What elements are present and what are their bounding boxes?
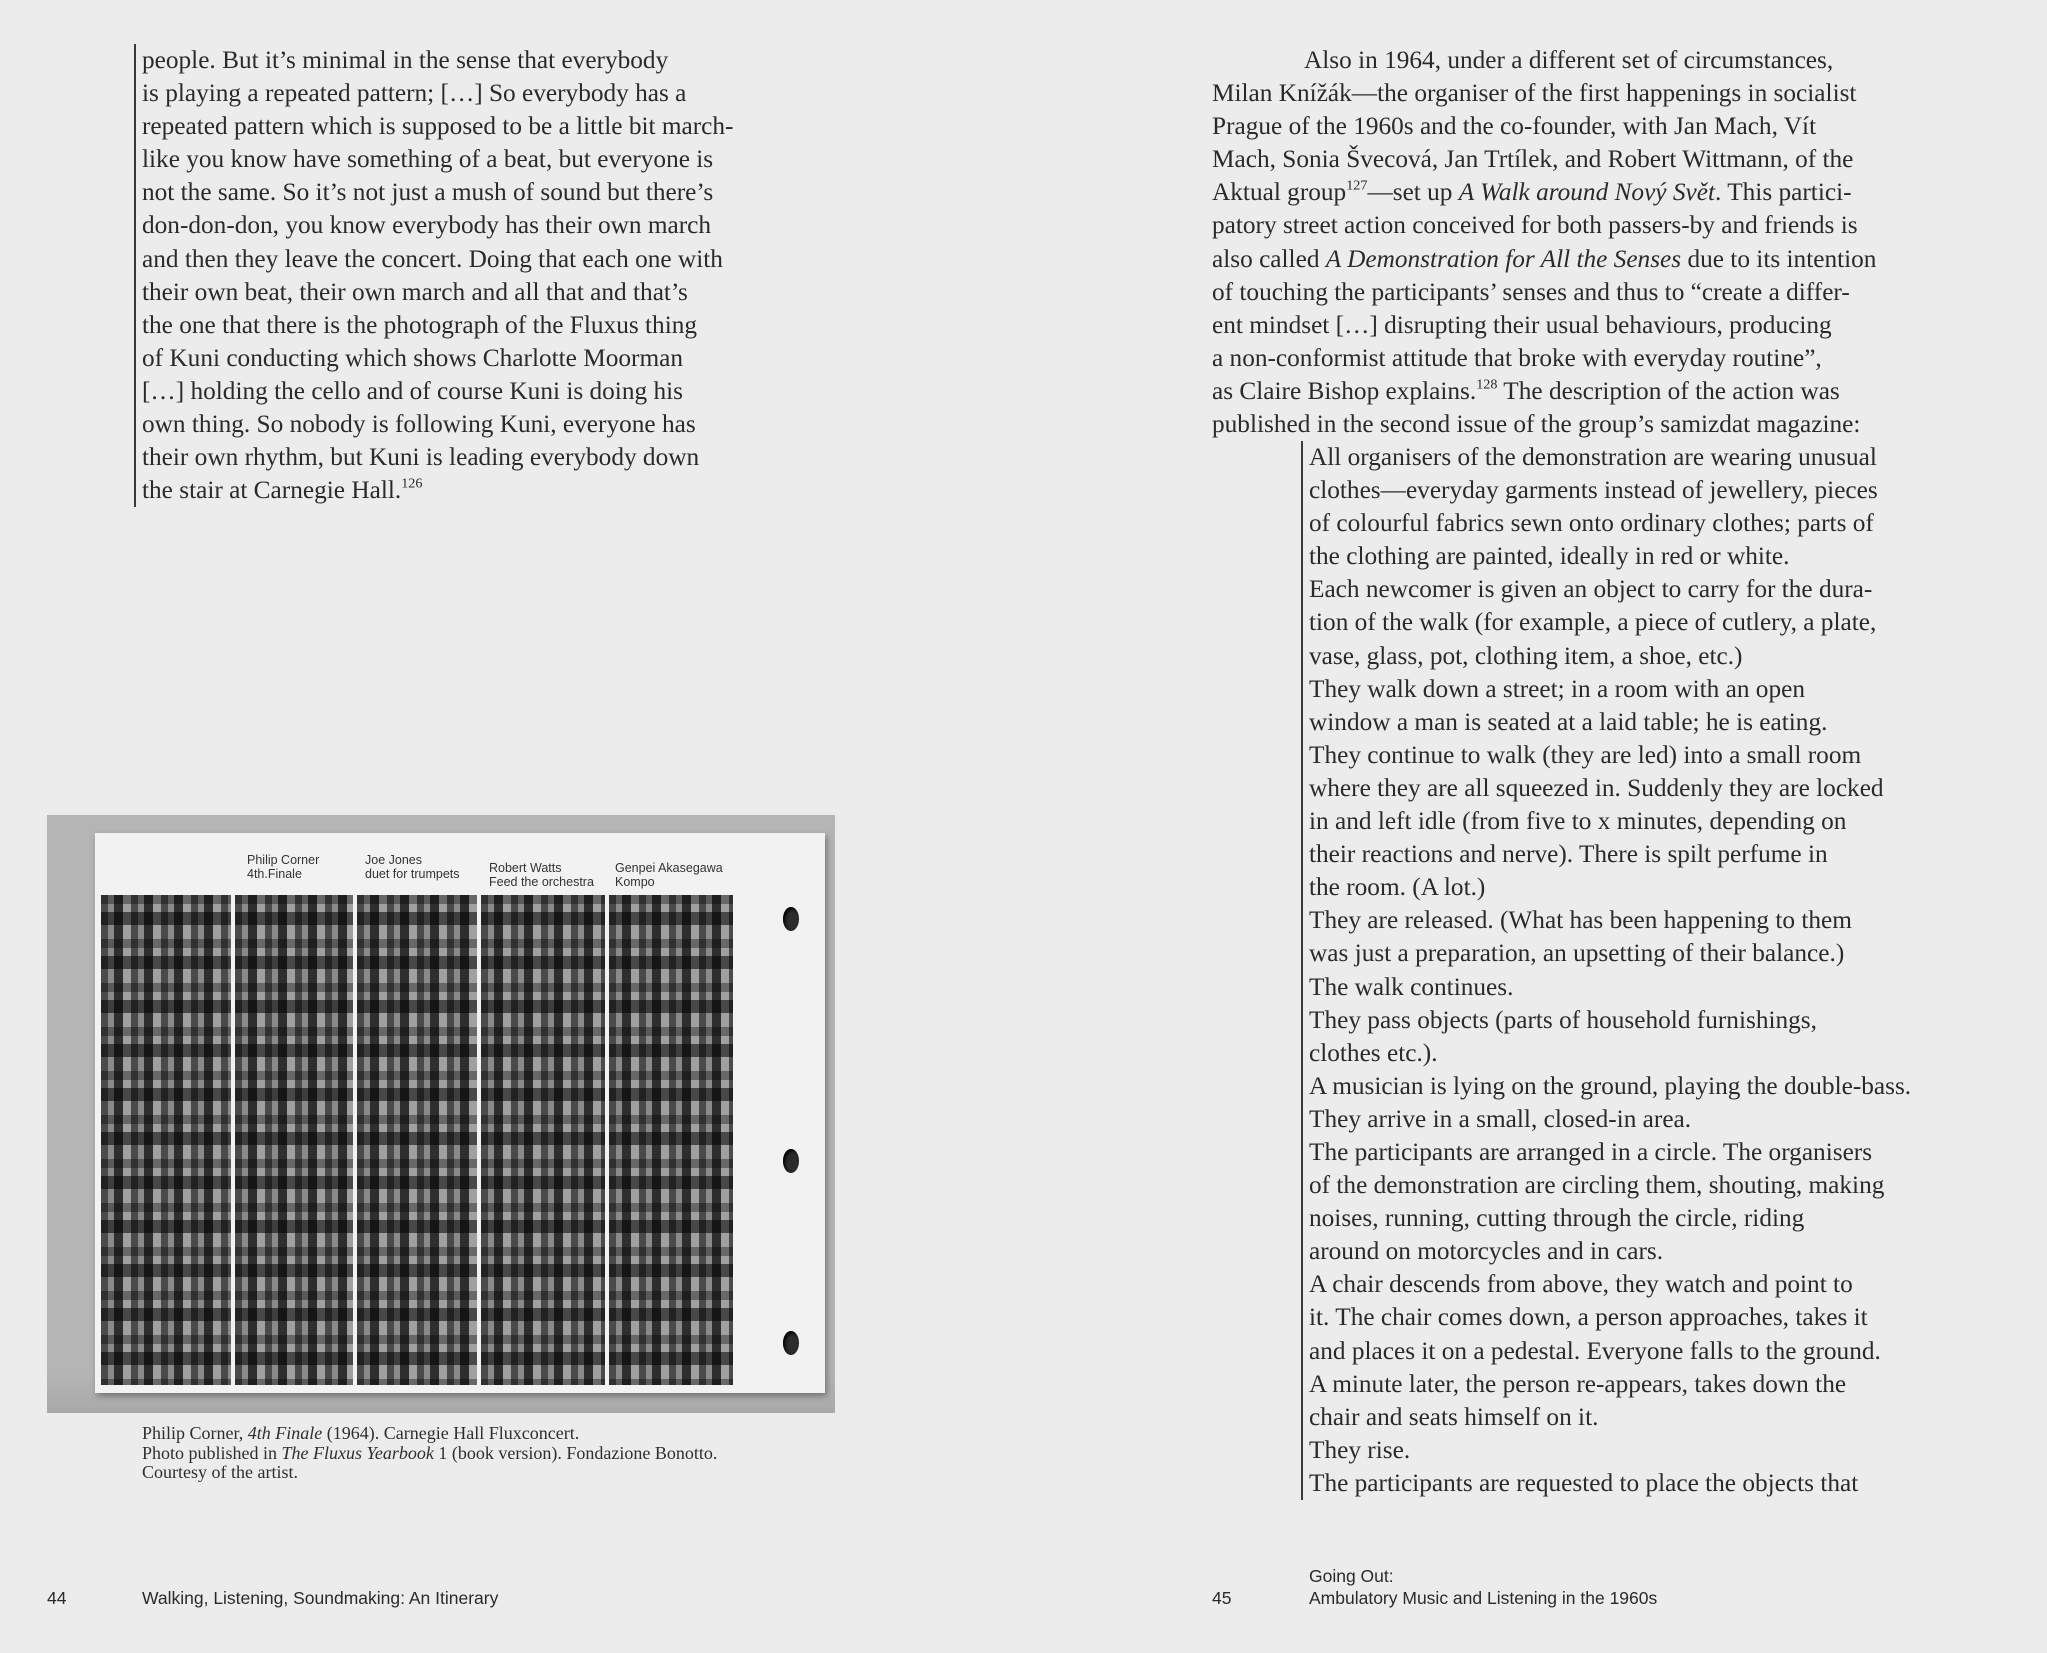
caption-text: (1964). Carnegie Hall Fluxconcert. [322,1423,580,1443]
body-line: Milan Knížák—the organiser of the first happenings in socialist [1212,79,1857,108]
running-title-line-1: Going Out: [1309,1566,1394,1586]
body-text-run: due to its intention [1681,244,1877,273]
blockquote-line: The participants are requested to place the objects that [1309,1468,1859,1497]
blockquote-line: A minute later, the person re-appears, takes down the [1309,1369,1847,1398]
open-yearbook [95,833,825,1393]
blockquote-line: A musician is lying on the ground, playing the double-bass. [1309,1071,1912,1100]
blockquote-line: They pass objects (parts of household furnishings, [1309,1005,1817,1034]
right-page [1023,0,2047,1653]
body-line [1212,243,2002,276]
blockquote-line: of colourful fabrics sewn onto ordinary clothes; parts of [1309,509,1874,538]
blockquote-line: The participants are arranged in a circle. The organisers [1309,1137,1873,1166]
quote-line: like you know have something of a beat, but everyone is [142,145,714,174]
photo-strip [609,895,733,1385]
footnote-128[interactable]: 128 [1476,376,1498,393]
caption-line [142,1424,862,1444]
page-number: 45 [1212,1588,1232,1608]
binder-hole [783,1149,799,1173]
photo-label: Robert Watts Feed the orchestra [489,861,594,889]
quote-line: the one that there is the photograph of the Fluxus thing [142,310,698,339]
caption-work-title: 4th Finale [247,1423,323,1443]
fluxus-yearbook-photo [47,815,835,1413]
body-text-run: Aktual group [1212,178,1347,207]
body-line: Also in 1964, under a different set of circumstances, [1304,46,1834,74]
caption-book-title: The Fluxus Yearbook [281,1442,434,1463]
blockquote-line: their reactions and nerve). There is spilt perfume in [1309,840,1828,869]
body-text [1212,44,2002,441]
binder-hole [783,907,799,931]
photo-label: Joe Jones duet for trumpets [365,853,460,881]
quote-line: don-don-don, you know everybody has their own march [142,211,712,240]
body-line: Mach, Sonia Švecová, Jan Trtílek, and Robert Wittmann, of the [1212,145,1854,174]
caption-line [142,1444,862,1464]
body-text-run: . This partici- [1715,178,1852,207]
quote-last-text: the stair at Carnegie Hall. [142,476,402,505]
quote-line: is playing a repeated pattern; […] So everybody has a [142,79,687,108]
caption-text: Philip Corner, [142,1423,248,1443]
blockquote-line: chair and seats himself on it. [1309,1402,1599,1431]
blockquote-line: They rise. [1309,1435,1411,1464]
body-line: patory street action conceived for both passers-by and friends is [1212,211,1858,240]
blockquote-line: They are released. (What has been happening to them [1309,906,1852,935]
caption-text: 1 (book version). Fondazione Bonotto. [433,1442,718,1463]
footnote-127[interactable]: 127 [1346,177,1368,194]
caption-text: Photo published in [142,1442,282,1463]
blockquote-line: window a man is seated at a laid table; he is eating. [1309,707,1828,736]
photo-label: Genpei Akasegawa Kompo [615,861,723,889]
photo-strip [481,895,605,1385]
samizdat-blockquote [1301,441,2014,1500]
photo-label: Philip Corner 4th.Finale [247,853,320,881]
body-text-run: The description of the action was [1497,376,1840,405]
blockquote-line: where they are all squeezed in. Suddenly they are locked [1309,773,1884,802]
blockquote-line: clothes etc.). [1309,1038,1438,1067]
blockquote-line: They arrive in a small, closed-in area. [1309,1104,1692,1133]
quote-line [142,474,842,507]
blockquote-line: the room. (A lot.) [1309,873,1486,902]
quote-line: not the same. So it’s not just a mush of sound but there’s [142,178,714,207]
quote-line: people. But it’s minimal in the sense that everybody [142,46,669,74]
work-title: A Demonstration for All the Senses [1325,244,1682,273]
photo-strip [357,895,477,1385]
blockquote-line: vase, glass, pot, clothing item, a shoe, etc.) [1309,641,1743,670]
quote-line: […] holding the cello and of course Kuni is doing his [142,376,683,405]
blockquote-line: of the demonstration are circling them, shouting, making [1309,1171,1885,1200]
page-number: 44 [47,1588,67,1608]
left-page [0,0,1023,1653]
quote-line: own thing. So nobody is following Kuni, everyone has [142,410,696,439]
body-line [1212,375,2002,408]
body-text-run: also called [1212,244,1326,273]
body-text-run: as Claire Bishop explains. [1212,376,1477,405]
quote-line: repeated pattern which is supposed to be a little bit march- [142,112,734,141]
body-line [1212,176,2002,209]
quote-line: their own beat, their own march and all that and that’s [142,277,688,306]
blockquote-line: it. The chair comes down, a person approaches, takes it [1309,1303,1868,1332]
blockquote-line: They continue to walk (they are led) into a small room [1309,740,1862,769]
blockquote-line: in and left idle (from five to x minutes, depending on [1309,807,1847,836]
blockquote-line: All organisers of the demonstration are wearing unusual [1309,443,1877,471]
blockquote-line: the clothing are painted, ideally in red or white. [1309,542,1790,571]
body-line: of touching the participants’ senses and thus to “create a differ- [1212,277,1850,306]
body-text-run: —set up [1367,178,1459,207]
photo-strip [101,895,231,1385]
running-title-line-2: Ambulatory Music and Listening in the 1960s [1309,1588,1658,1608]
work-title: A Walk around Nový Svět [1458,178,1715,207]
binder-hole [783,1331,799,1355]
blockquote-line: Each newcomer is given an object to carry for the dura- [1309,575,1873,604]
caption-line: Courtesy of the artist. [142,1462,298,1483]
body-line: Prague of the 1960s and the co-founder, with Jan Mach, Vít [1212,112,1817,141]
blockquote-line: was just a preparation, an upsetting of their balance.) [1309,939,1845,968]
quote-line: their own rhythm, but Kuni is leading everybody down [142,443,700,472]
blockquote-line: and places it on a pedestal. Everyone falls to the ground. [1309,1336,1881,1365]
interview-quote [134,44,842,507]
body-line: a non-conformist attitude that broke with everyday routine”, [1212,343,1822,372]
blockquote-line: A chair descends from above, they watch and point to [1309,1270,1853,1299]
running-title: Walking, Listening, Soundmaking: An Itinerary [142,1588,499,1608]
footnote-126[interactable]: 126 [401,475,423,492]
blockquote-line: clothes—everyday garments instead of jewellery, pieces [1309,476,1878,505]
photo-caption [142,1424,862,1483]
blockquote-line: They walk down a street; in a room with an open [1309,674,1805,703]
body-line: published in the second issue of the group’s samizdat magazine: [1212,410,1861,439]
photo-strip [235,895,353,1385]
blockquote-line: The walk continues. [1309,972,1514,1001]
quote-line: of Kuni conducting which shows Charlotte Moorman [142,343,683,372]
body-line: ent mindset […] disrupting their usual behaviours, producing [1212,310,1832,339]
quote-line: and then they leave the concert. Doing that each one with [142,244,723,273]
blockquote-line: tion of the walk (for example, a piece of cutlery, a plate, [1309,608,1877,637]
blockquote-line: around on motorcycles and in cars. [1309,1237,1664,1266]
blockquote-line: noises, running, cutting through the circle, riding [1309,1204,1805,1233]
